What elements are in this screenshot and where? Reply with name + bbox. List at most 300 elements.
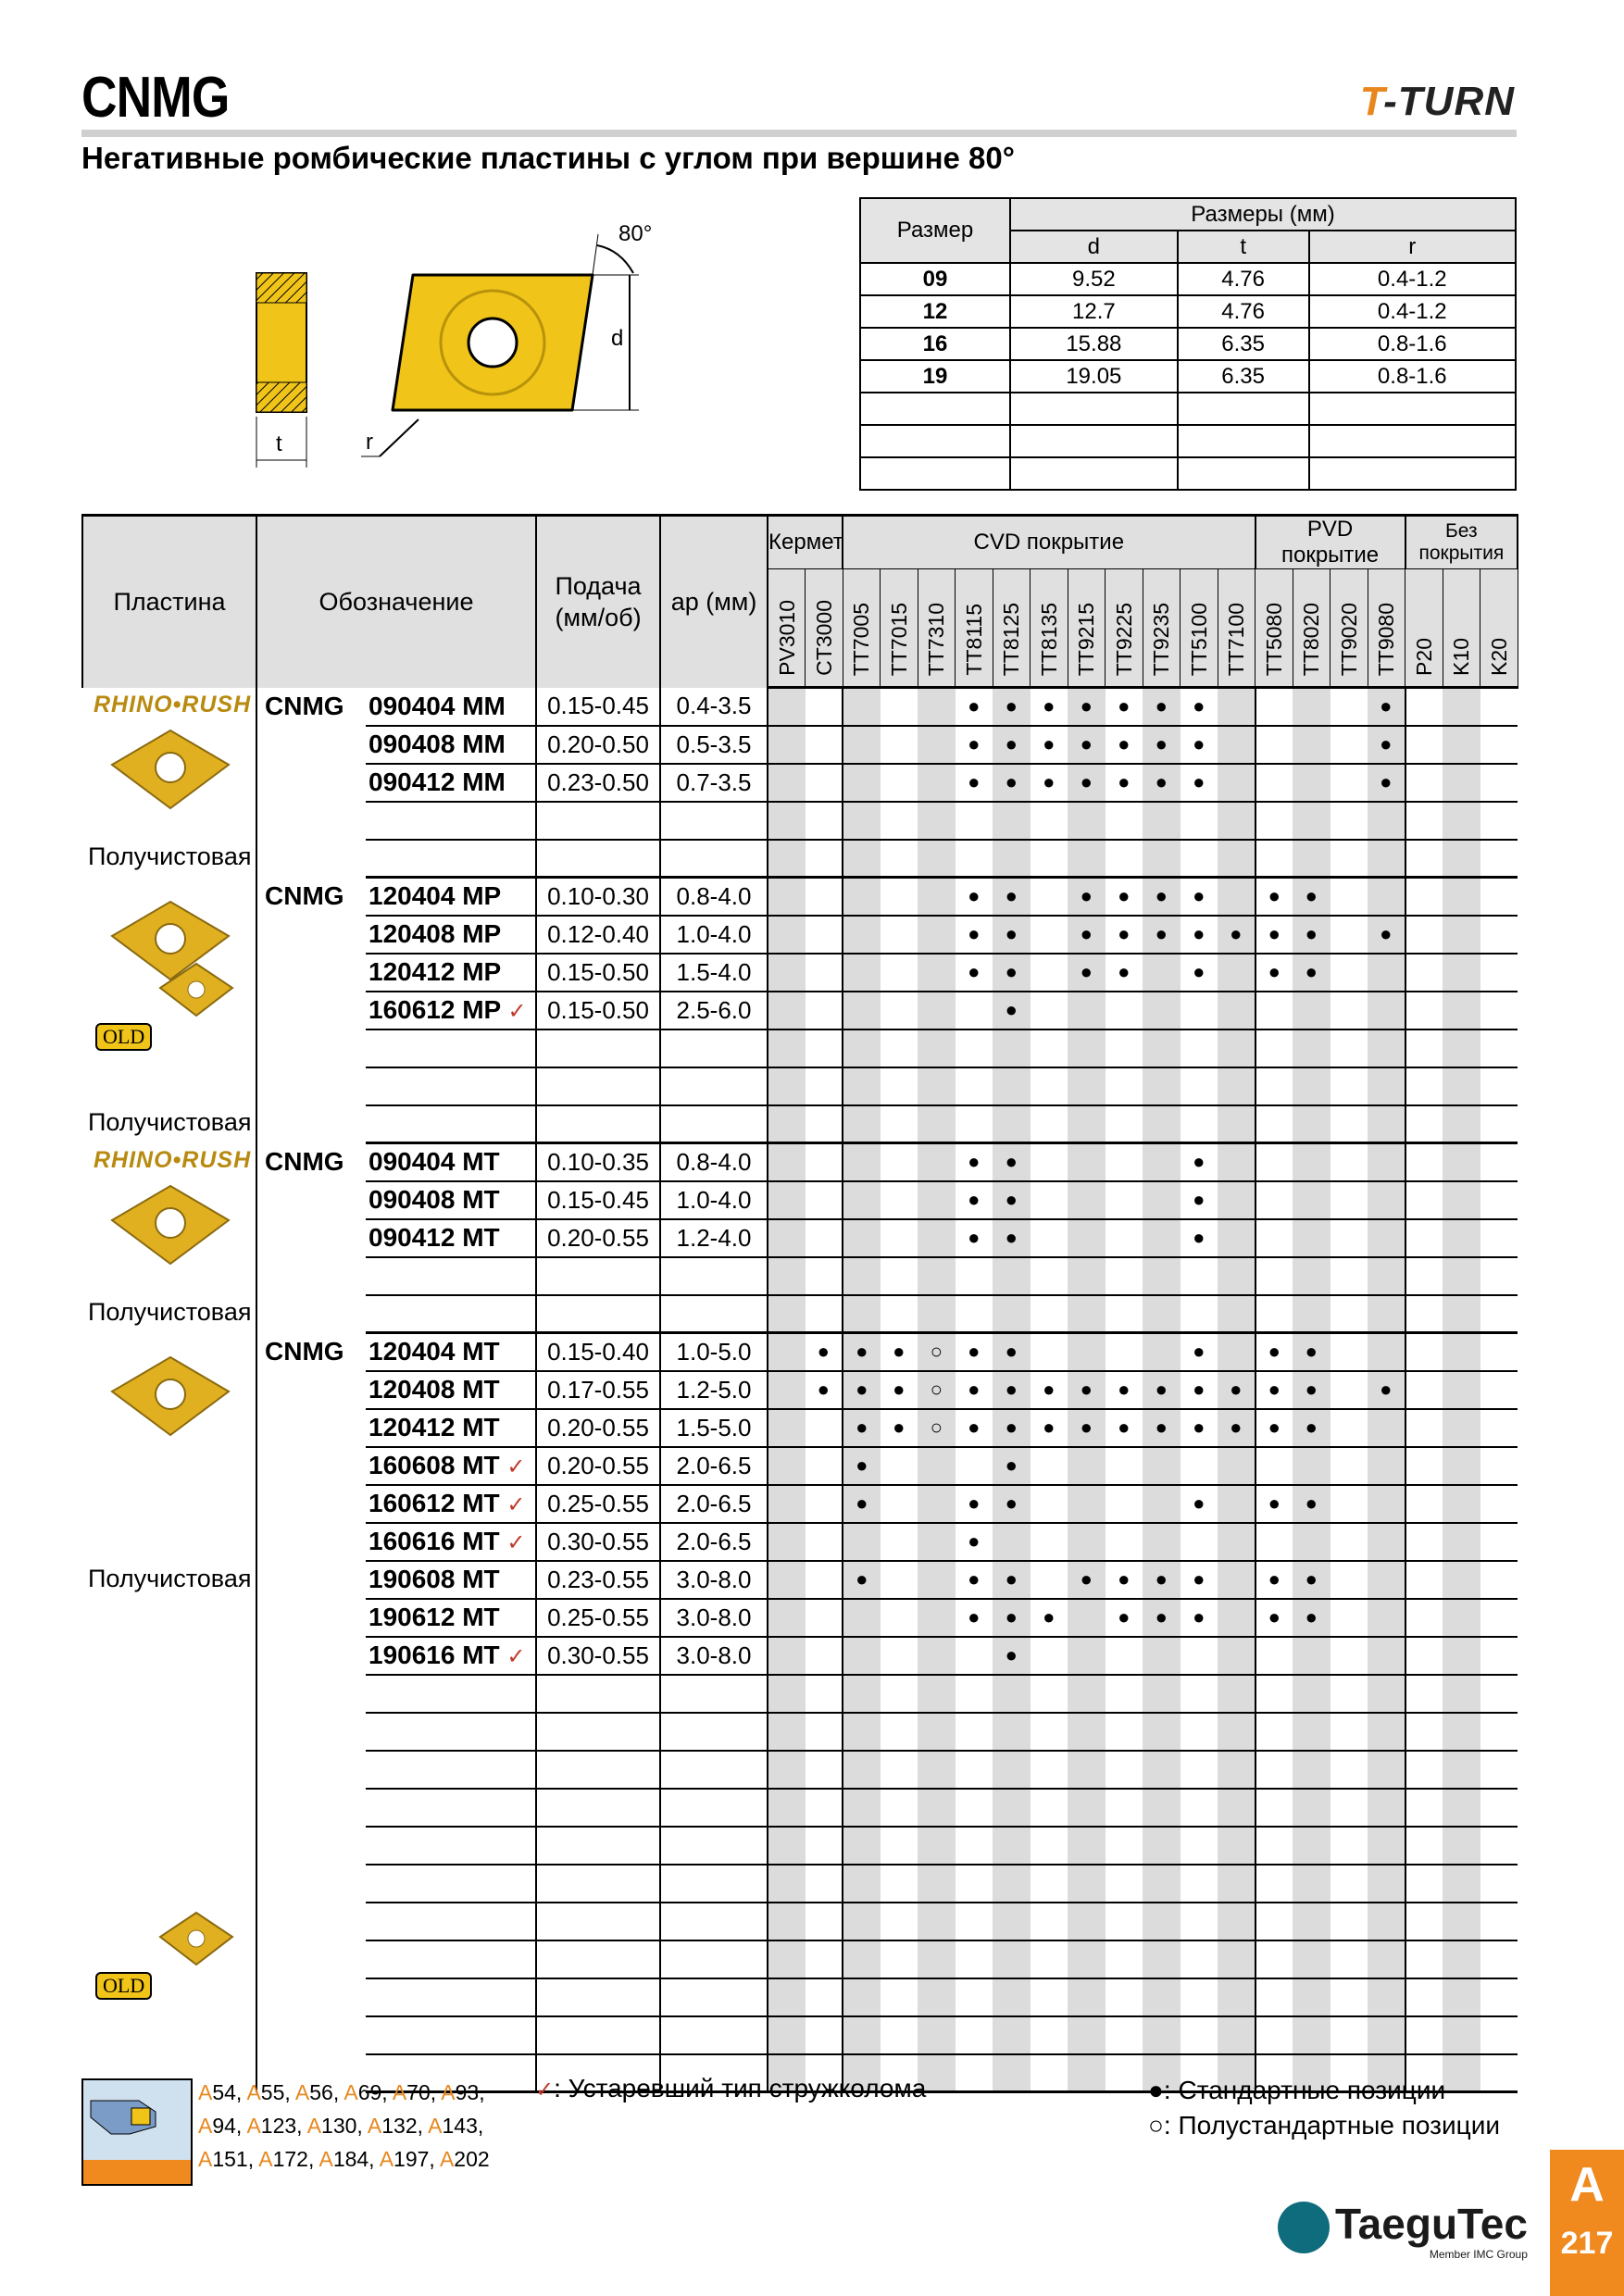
grade-mark-cell <box>1181 1105 1218 1143</box>
designation-cell <box>366 1409 536 1447</box>
grade-mark-cell <box>1031 1940 1068 1978</box>
page-ref-link[interactable]: A69, <box>344 2080 393 2104</box>
grade-mark-cell <box>918 878 956 916</box>
ap-cell <box>660 1067 768 1105</box>
grade-mark-cell <box>1480 1903 1518 1940</box>
ap-cell: 2.0-6.5 <box>660 1447 768 1485</box>
grade-mark-cell <box>806 1713 843 1751</box>
grade-mark-cell <box>843 802 881 840</box>
grade-mark-cell <box>1330 1409 1368 1447</box>
feed-cell: 0.20-0.55 <box>536 1447 660 1485</box>
grade-mark-cell: ● <box>1106 1371 1143 1409</box>
designation-cell <box>366 1637 536 1675</box>
grade-mark-cell: ● <box>993 992 1031 1029</box>
grade-mark-cell <box>1255 1713 1293 1751</box>
grade-mark-cell <box>881 802 918 840</box>
page-ref-link[interactable]: A93, <box>441 2080 485 2104</box>
grade-mark-cell <box>1106 1029 1143 1067</box>
grade-mark-cell <box>918 1827 956 1865</box>
grade-mark-cell <box>1443 1219 1480 1257</box>
page-ref-link[interactable]: A132, <box>367 2114 429 2138</box>
designation-cell <box>366 1333 536 1371</box>
grade-mark-cell <box>1218 1789 1255 1827</box>
grade-mark-cell <box>806 992 843 1029</box>
feed-cell <box>536 840 660 878</box>
grade-mark-cell: ● <box>993 688 1031 726</box>
grade-mark-cell <box>1218 1713 1255 1751</box>
feed-cell <box>536 1978 660 2016</box>
grade-mark-cell <box>881 1143 918 1181</box>
grade-mark-cell <box>843 878 881 916</box>
grade-mark-cell <box>1443 1257 1480 1295</box>
grade-mark-cell <box>843 992 881 1029</box>
grade-mark-cell <box>1443 764 1480 802</box>
designation-code: 090404 MT <box>369 1147 500 1177</box>
feed-cell: 0.25-0.55 <box>536 1599 660 1637</box>
grade-mark-cell <box>1330 1789 1368 1827</box>
grade-mark-cell <box>956 2054 993 2092</box>
grade-mark-cell <box>1181 1789 1218 1827</box>
grade-mark-cell <box>1293 1447 1330 1485</box>
grade-mark-cell <box>881 840 918 878</box>
grade-mark-cell <box>881 1295 918 1333</box>
size-table <box>859 197 1517 491</box>
grade-mark-cell <box>1068 1940 1106 1978</box>
ap-cell <box>660 1029 768 1067</box>
grade-mark-cell <box>1031 1789 1068 1827</box>
page-ref-link[interactable]: A151, <box>198 2147 259 2171</box>
grade-mark-cell <box>918 1675 956 1713</box>
grade-mark-cell: ● <box>843 1333 881 1371</box>
designation-cell <box>366 1523 536 1561</box>
grade-mark-cell: ● <box>1068 1371 1106 1409</box>
grade-mark-cell <box>768 1940 806 1978</box>
grade-mark-cell: ● <box>1031 1409 1068 1447</box>
grade-mark-cell <box>1480 1333 1518 1371</box>
grade-mark-cell <box>1255 726 1293 764</box>
grade-mark-cell: ● <box>956 1409 993 1447</box>
grade-mark-cell: ● <box>1068 1561 1106 1599</box>
grade-mark-cell: ● <box>1143 1599 1181 1637</box>
grade-mark-cell <box>1255 1789 1293 1827</box>
grade-mark-cell <box>1480 1181 1518 1219</box>
insert-row <box>82 1143 1518 1181</box>
grade-mark-cell: ● <box>1106 764 1143 802</box>
grade-mark-cell <box>1405 1751 1443 1789</box>
grade-mark-cell <box>1405 1940 1443 1978</box>
grade-mark-cell <box>1255 1219 1293 1257</box>
designation-cell <box>366 1561 536 1599</box>
grade-mark-cell <box>1443 726 1480 764</box>
grade-mark-cell <box>1443 1637 1480 1675</box>
grade-mark-cell <box>918 1865 956 1903</box>
grade-mark-cell: ● <box>956 1371 993 1409</box>
page-ref-link[interactable]: A123, <box>246 2114 307 2138</box>
feed-cell: 0.25-0.55 <box>536 1485 660 1523</box>
page-ref-link[interactable]: A197, <box>379 2147 440 2171</box>
grade-mark-cell <box>1480 1029 1518 1067</box>
grade-mark-cell <box>1255 2016 1293 2054</box>
grade-mark-cell <box>768 1713 806 1751</box>
obsolete-check-icon: ✓ <box>506 1644 526 1669</box>
grade-mark-cell <box>993 1940 1031 1978</box>
grade-mark-cell <box>1106 1865 1143 1903</box>
grade-mark-cell <box>1068 1257 1106 1295</box>
grade-mark-cell <box>1443 1865 1480 1903</box>
grade-mark-cell <box>1330 1219 1368 1257</box>
grade-mark-cell <box>1330 1940 1368 1978</box>
grade-mark-cell <box>1143 1219 1181 1257</box>
grade-mark-cell: ● <box>956 688 993 726</box>
grade-mark-cell <box>1443 1978 1480 2016</box>
ap-cell <box>660 2016 768 2054</box>
designation-code: 090404 MM <box>369 691 506 720</box>
grade-mark-cell <box>918 1713 956 1751</box>
grade-mark-cell <box>1480 688 1518 726</box>
page-ref-link[interactable]: A54, <box>198 2080 247 2104</box>
grade-mark-cell <box>1480 1865 1518 1903</box>
grade-label: TT9225 <box>1111 602 1136 676</box>
grade-mark-cell: ● <box>1255 1485 1293 1523</box>
grade-mark-cell <box>1405 916 1443 954</box>
grade-mark-cell <box>806 1865 843 1903</box>
grade-mark-cell <box>1368 2016 1405 2054</box>
grade-mark-cell <box>1368 992 1405 1029</box>
series-prefix: CNMG <box>265 1146 344 1176</box>
grade-mark-cell <box>1443 1067 1480 1105</box>
grade-mark-cell <box>956 1789 993 1827</box>
grade-mark-cell <box>1443 802 1480 840</box>
grade-mark-cell: ● <box>843 1371 881 1409</box>
ap-cell <box>660 1940 768 1978</box>
designation-cell <box>366 840 536 878</box>
grade-mark-cell <box>1031 954 1068 992</box>
grade-mark-cell: ● <box>956 764 993 802</box>
grade-label: TT7100 <box>1224 602 1249 676</box>
grade-mark-cell <box>1106 2054 1143 2092</box>
grade-mark-cell <box>1106 1637 1143 1675</box>
grade-mark-cell: ● <box>1255 954 1293 992</box>
feed-cell <box>536 1940 660 1978</box>
grade-mark-cell <box>1368 1105 1405 1143</box>
grade-mark-cell: ● <box>843 1409 881 1447</box>
grade-mark-cell <box>1368 1675 1405 1713</box>
designation-cell <box>366 1257 536 1295</box>
grade-mark-cell <box>1443 1599 1480 1637</box>
grade-mark-cell <box>1218 1181 1255 1219</box>
grade-mark-cell <box>1480 916 1518 954</box>
grade-mark-cell <box>1293 1903 1330 1940</box>
grade-mark-cell <box>1443 688 1480 726</box>
grade-mark-cell <box>1031 1751 1068 1789</box>
grade-mark-cell <box>1293 1067 1330 1105</box>
grade-mark-cell <box>1255 1447 1293 1485</box>
size-t-cell: 4.76 <box>1178 295 1309 328</box>
grade-mark-cell <box>1218 1561 1255 1599</box>
designation-code: 090408 MT <box>369 1185 500 1214</box>
grade-mark-cell <box>1106 1827 1143 1865</box>
grade-mark-cell <box>1068 1865 1106 1903</box>
grade-mark-cell <box>956 992 993 1029</box>
grade-mark-cell <box>1068 1713 1106 1751</box>
grade-mark-cell <box>843 1865 881 1903</box>
grade-mark-cell: ● <box>1106 878 1143 916</box>
grade-mark-cell <box>1181 1865 1218 1903</box>
size-row <box>860 295 1516 328</box>
grade-mark-cell <box>1443 1713 1480 1751</box>
grade-mark-cell <box>1181 992 1218 1029</box>
grade-mark-cell <box>1255 1865 1293 1903</box>
grade-mark-cell <box>1293 1143 1330 1181</box>
grade-mark-cell: ● <box>1255 878 1293 916</box>
grade-mark-cell <box>1255 1295 1293 1333</box>
grade-mark-cell <box>1255 1751 1293 1789</box>
size-t-cell: 6.35 <box>1178 360 1309 393</box>
grade-mark-cell <box>1218 1675 1255 1713</box>
grade-mark-cell <box>918 1067 956 1105</box>
feed-cell <box>536 2016 660 2054</box>
grade-mark-cell <box>1106 1067 1143 1105</box>
ap-cell: 3.0-8.0 <box>660 1599 768 1637</box>
page-ref-link[interactable]: A172, <box>258 2147 319 2171</box>
grade-mark-cell <box>806 1447 843 1485</box>
grade-mark-cell <box>1368 1865 1405 1903</box>
grade-mark-cell <box>1143 954 1181 992</box>
grade-mark-cell <box>918 1257 956 1295</box>
grade-mark-cell <box>1143 1257 1181 1295</box>
ap-cell <box>660 1675 768 1713</box>
grade-mark-cell: ● <box>1031 726 1068 764</box>
grade-mark-cell <box>806 1827 843 1865</box>
grade-mark-cell <box>1368 1713 1405 1751</box>
size-d-cell: 19.05 <box>1010 360 1178 393</box>
grade-mark-cell <box>1031 2016 1068 2054</box>
old-insert-photo-icon <box>155 958 238 1023</box>
grade-mark-cell <box>881 916 918 954</box>
grade-label: TT7005 <box>849 602 874 676</box>
grade-mark-cell <box>918 1219 956 1257</box>
grade-mark-cell <box>1031 1447 1068 1485</box>
feed-cell <box>536 1105 660 1143</box>
page-ref-link[interactable]: A55, <box>246 2080 295 2104</box>
grade-mark-cell: ● <box>1293 1409 1330 1447</box>
grade-mark-cell <box>918 726 956 764</box>
grade-mark-cell <box>1031 1067 1068 1105</box>
grade-mark-cell <box>1405 1978 1443 2016</box>
grade-mark-cell: ● <box>1181 688 1218 726</box>
ap-cell <box>660 1295 768 1333</box>
grade-mark-cell <box>1405 1257 1443 1295</box>
grade-mark-cell <box>768 840 806 878</box>
grade-mark-cell <box>1368 1523 1405 1561</box>
size-row <box>860 360 1516 393</box>
grade-mark-cell <box>1480 840 1518 878</box>
grade-mark-cell <box>1443 1181 1480 1219</box>
page-ref-link[interactable]: A70, <box>392 2080 442 2104</box>
grade-mark-cell <box>1443 1523 1480 1561</box>
feed-cell <box>536 1713 660 1751</box>
page-ref-link[interactable]: A202 <box>439 2147 490 2171</box>
grade-mark-cell: ● <box>956 1485 993 1523</box>
grade-mark-cell <box>843 1599 881 1637</box>
grade-mark-cell <box>1143 1143 1181 1181</box>
grade-mark-cell <box>1480 726 1518 764</box>
grade-mark-cell <box>768 1105 806 1143</box>
grade-mark-cell <box>918 2016 956 2054</box>
grade-mark-cell: ● <box>993 1181 1031 1219</box>
old-badge: OLD <box>95 1023 152 1051</box>
grade-mark-cell: ● <box>993 1637 1031 1675</box>
grade-mark-cell <box>1480 1637 1518 1675</box>
page-ref-link[interactable]: A56, <box>294 2080 344 2104</box>
grade-mark-cell <box>881 1485 918 1523</box>
page-number: 217 <box>1560 2226 1614 2261</box>
grade-label: TT9215 <box>1074 602 1099 676</box>
grade-mark-cell <box>1368 840 1405 878</box>
grade-mark-cell <box>918 1143 956 1181</box>
grade-mark-cell <box>843 688 881 726</box>
grade-mark-cell <box>1255 992 1293 1029</box>
grade-mark-cell <box>1031 1561 1068 1599</box>
grade-mark-cell <box>1480 992 1518 1029</box>
grade-mark-cell <box>806 1257 843 1295</box>
grade-mark-cell <box>768 1599 806 1637</box>
grade-mark-cell <box>1443 840 1480 878</box>
grade-label: TT5100 <box>1186 602 1211 676</box>
grade-mark-cell <box>806 878 843 916</box>
grade-mark-cell <box>1181 840 1218 878</box>
grade-mark-cell <box>1143 1903 1181 1940</box>
grade-mark-cell <box>1068 1105 1106 1143</box>
grade-mark-cell <box>1106 1257 1143 1295</box>
ap-cell: 1.2-5.0 <box>660 1371 768 1409</box>
ap-cell: 3.0-8.0 <box>660 1637 768 1675</box>
section-tab <box>1550 2150 1624 2296</box>
feed-cell: 0.20-0.55 <box>536 1219 660 1257</box>
feed-cell <box>536 1751 660 1789</box>
designation-code: 160612 MT <box>369 1489 500 1517</box>
grade-mark-cell <box>1031 1295 1068 1333</box>
obsolete-check-icon: ✓ <box>506 1454 526 1479</box>
grade-mark-cell: ● <box>956 916 993 954</box>
grade-mark-cell: ● <box>1143 1409 1181 1447</box>
grade-mark-cell <box>918 1940 956 1978</box>
grade-mark-cell <box>1330 1637 1368 1675</box>
grade-mark-cell <box>843 2016 881 2054</box>
grade-mark-cell: ● <box>881 1371 918 1409</box>
grade-mark-cell: ● <box>1218 1409 1255 1447</box>
grade-mark-cell: ● <box>993 1219 1031 1257</box>
grade-mark-cell <box>1443 1789 1480 1827</box>
grade-mark-cell <box>1143 1751 1181 1789</box>
page-ref-link[interactable]: A130, <box>306 2114 368 2138</box>
ap-cell: 0.8-4.0 <box>660 1143 768 1181</box>
grade-mark-cell <box>1218 1978 1255 2016</box>
grade-mark-cell <box>806 1219 843 1257</box>
grade-mark-cell <box>1480 1827 1518 1865</box>
grade-mark-cell <box>1293 1105 1330 1143</box>
grade-mark-cell <box>843 726 881 764</box>
grade-mark-cell <box>1443 1105 1480 1143</box>
grade-mark-cell <box>1480 2016 1518 2054</box>
grade-mark-cell <box>1480 1447 1518 1485</box>
grade-mark-cell <box>1218 688 1255 726</box>
designation-cell <box>366 726 536 764</box>
grade-mark-cell <box>843 764 881 802</box>
grade-mark-cell: ● <box>993 1485 1031 1523</box>
designation-cell <box>366 1978 536 2016</box>
page-ref-link[interactable]: A94, <box>198 2114 247 2138</box>
page-ref-link[interactable]: A184, <box>319 2147 380 2171</box>
grade-mark-cell <box>1255 1523 1293 1561</box>
grade-mark-cell <box>1443 1029 1480 1067</box>
grade-mark-cell <box>881 1219 918 1257</box>
grade-mark-cell: ● <box>1181 1371 1218 1409</box>
ap-cell <box>660 1105 768 1143</box>
feed-cell: 0.15-0.45 <box>536 1181 660 1219</box>
grade-mark-cell <box>1106 1333 1143 1371</box>
grade-mark-cell <box>1330 1827 1368 1865</box>
grades-table <box>81 514 1518 2093</box>
feed-cell <box>536 1827 660 1865</box>
designation-cell <box>366 992 536 1029</box>
grade-mark-cell <box>1480 954 1518 992</box>
grade-mark-cell <box>843 1295 881 1333</box>
grade-mark-cell: ● <box>1143 764 1181 802</box>
grade-mark-cell: ● <box>956 1181 993 1219</box>
grade-mark-cell <box>806 840 843 878</box>
grade-mark-cell: ● <box>1368 764 1405 802</box>
grade-mark-cell <box>1031 1105 1068 1143</box>
grade-mark-cell <box>1443 916 1480 954</box>
grade-mark-cell <box>1405 1067 1443 1105</box>
grade-mark-cell <box>1480 1523 1518 1561</box>
grade-mark-cell: ● <box>1031 1371 1068 1409</box>
grade-mark-cell <box>1143 1029 1181 1067</box>
insert-image-cell <box>82 878 256 1143</box>
grade-mark-cell <box>1443 1333 1480 1371</box>
grade-label: TT8135 <box>1036 602 1061 676</box>
grade-mark-cell <box>1330 1181 1368 1219</box>
designation-code: 160616 MT <box>369 1527 500 1555</box>
grade-mark-cell <box>1031 1219 1068 1257</box>
feed-cell <box>536 1675 660 1713</box>
grade-mark-cell <box>1405 1561 1443 1599</box>
grade-mark-cell <box>1368 1181 1405 1219</box>
page-ref-link[interactable]: A143, <box>428 2114 484 2138</box>
grade-mark-cell <box>1443 954 1480 992</box>
ap-cell <box>660 1903 768 1940</box>
grade-mark-cell <box>1218 1865 1255 1903</box>
designation-cell <box>366 1713 536 1751</box>
grade-mark-cell <box>1293 764 1330 802</box>
grade-mark-cell: ● <box>993 916 1031 954</box>
grade-label: TT8020 <box>1299 602 1324 676</box>
grade-mark-cell <box>956 1029 993 1067</box>
grade-mark-cell <box>956 1713 993 1751</box>
size-header: Размер <box>860 198 1010 263</box>
grade-mark-cell: ● <box>1068 916 1106 954</box>
grade-mark-cell <box>843 1257 881 1295</box>
grade-mark-cell <box>1368 1029 1405 1067</box>
feed-cell: 0.17-0.55 <box>536 1371 660 1409</box>
grade-mark-cell <box>993 1903 1031 1940</box>
grade-mark-cell <box>1143 1067 1181 1105</box>
grade-mark-cell <box>806 1143 843 1181</box>
grade-mark-cell: ● <box>1068 1409 1106 1447</box>
grade-mark-cell <box>1443 1485 1480 1523</box>
grade-mark-cell <box>881 1789 918 1827</box>
